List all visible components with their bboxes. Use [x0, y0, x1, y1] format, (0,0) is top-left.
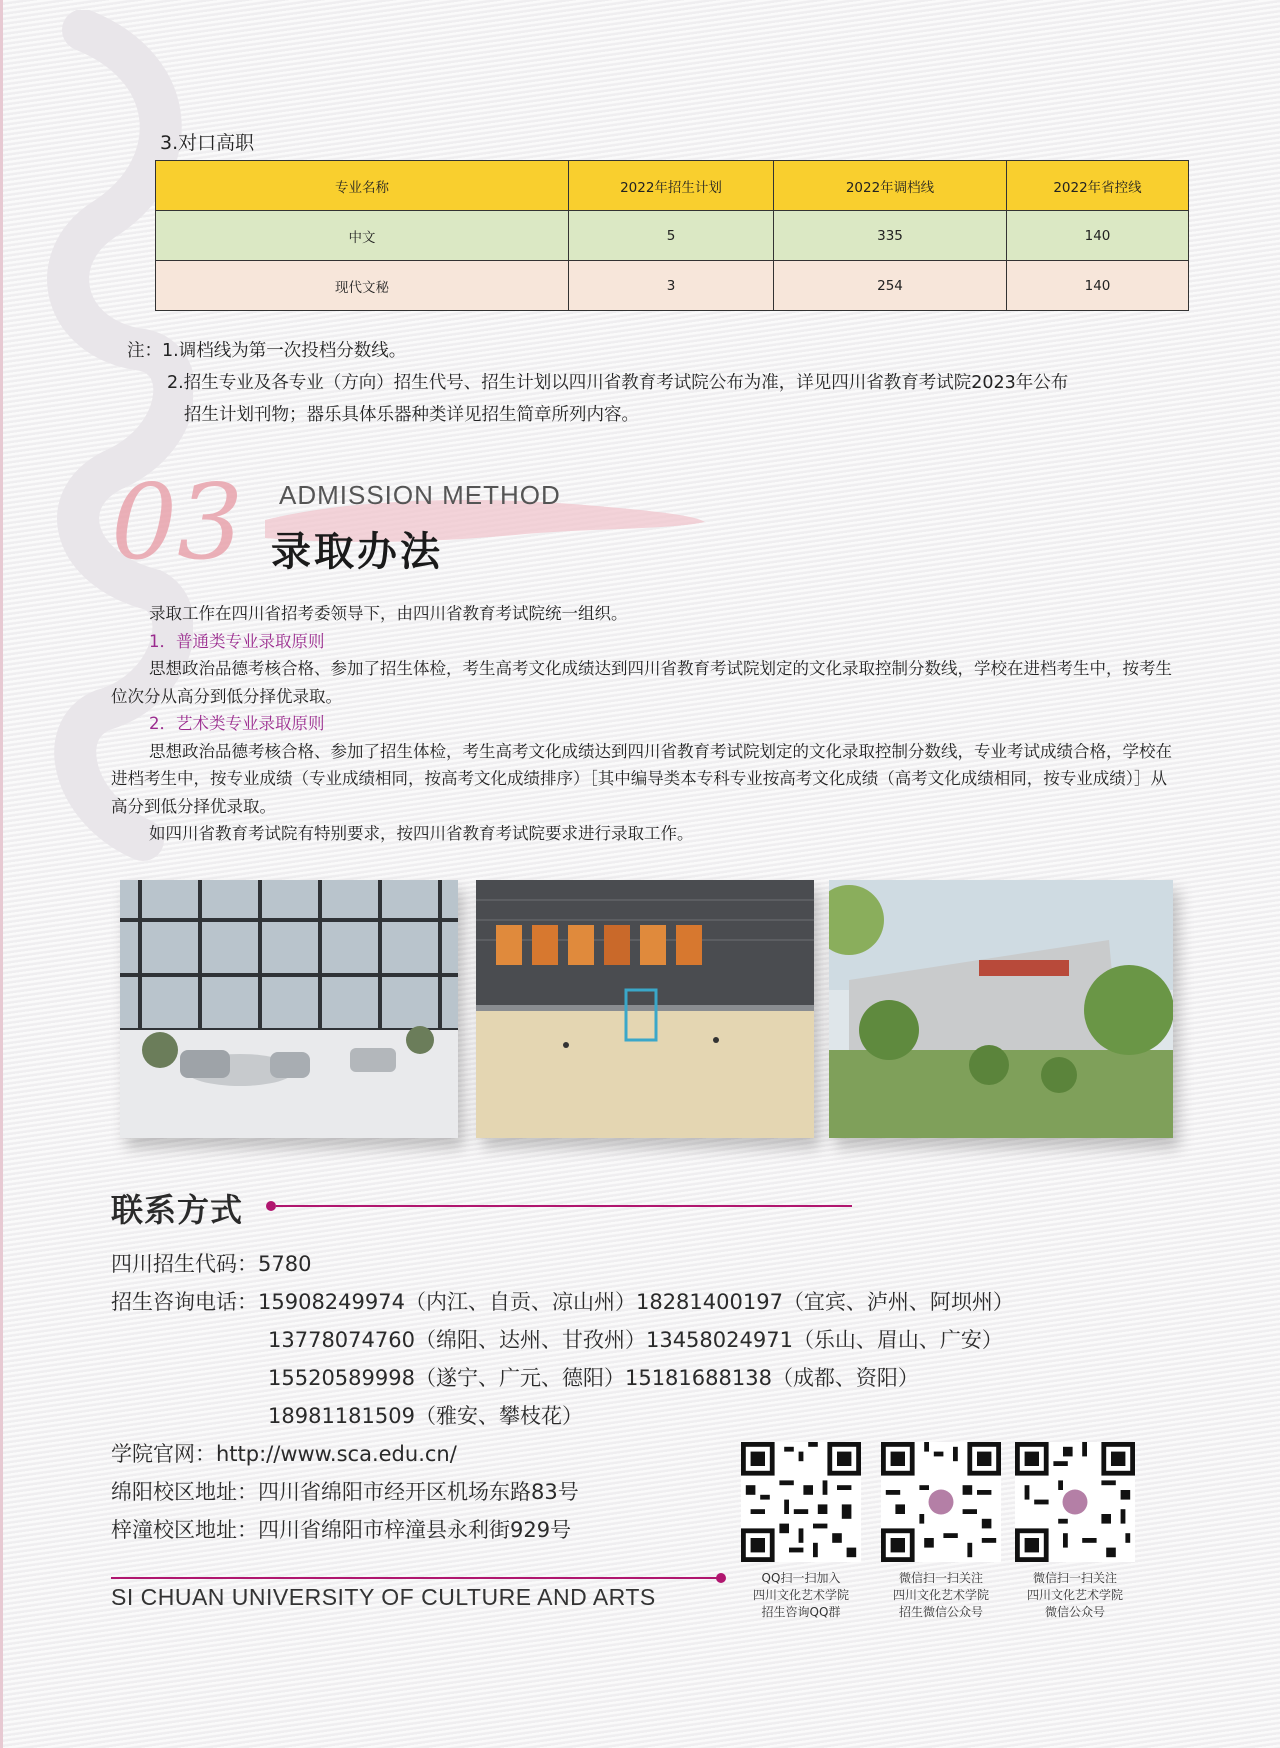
qr-caption-line: 招生咨询QQ群	[761, 1605, 841, 1619]
table-cell: 中文	[156, 211, 569, 261]
phone-row-3: 15520589998（遂宁、广元、德阳）15181688138（成都、资阳）	[268, 1366, 919, 1390]
phone-row-1: 招生咨询电话：15908249974（内江、自贡、凉山州）18281400197（宜宾、泸州、阿坝州）	[111, 1290, 1014, 1314]
table-header-row	[156, 161, 1189, 211]
campus-photo-exterior	[829, 880, 1173, 1138]
footer-divider-line	[111, 1577, 721, 1579]
divider-dot	[266, 1201, 276, 1211]
note-line-3: 招生计划刊物；器乐具体乐器种类详见招生简章所列内容。	[184, 405, 639, 425]
qr-caption-qq	[721, 1570, 881, 1621]
section-title-en: ADMISSION METHOD	[279, 480, 561, 510]
qr-caption-line: 四川文化艺术学院	[892, 1588, 989, 1602]
table-cell: 现代文秘	[156, 261, 569, 311]
qr-caption-wechat-official	[995, 1570, 1155, 1621]
table-cell: 5	[569, 211, 774, 261]
address-zitong: 梓潼校区地址：四川省绵阳市梓潼县永利街929号	[111, 1518, 572, 1542]
table-header-cell: 专业名称	[156, 161, 569, 211]
qr-caption-line: QQ扫一扫加入	[761, 1571, 841, 1585]
divider-line	[276, 1205, 852, 1207]
recruitment-code: 四川招生代码：5780	[111, 1252, 312, 1276]
table-header-cell: 2022年调档线	[774, 161, 1007, 211]
note-line-2: 2.招生专业及各专业（方向）招生代号、招生计划以四川省教育考试院公布为准，详见四川省教育考试院2023年公布	[167, 373, 1069, 393]
table-header-cell: 2022年省控线	[1007, 161, 1189, 211]
rule-heading: 2．艺术类专业录取原则	[149, 714, 325, 733]
table-cell: 254	[774, 261, 1007, 311]
table-row	[156, 211, 1189, 261]
admission-rules-text	[111, 600, 1181, 848]
qr-caption-line: 四川文化艺术学院	[1026, 1588, 1123, 1602]
paragraph: 思想政治品德考核合格、参加了招生体检，考生高考文化成绩达到四川省教育考试院划定的文化录取控制分数线，学校在进档考生中，按考生位次分从高分到低分择优录取。	[111, 659, 1172, 706]
rule-heading: 1．普通类专业录取原则	[149, 631, 325, 651]
section-title-cn: 录取办法	[271, 528, 443, 575]
table-header-cell: 2022年招生计划	[569, 161, 774, 211]
section-number-text: 03	[111, 470, 244, 580]
wechat-official-qr-code-icon[interactable]	[1015, 1442, 1135, 1562]
address-mianyang: 绵阳校区地址：四川省绵阳市经开区机场东路83号	[111, 1480, 579, 1504]
phone-row-2: 13778074760（绵阳、达州、甘孜州）13458024971（乐山、眉山、广安）	[268, 1328, 1003, 1352]
paragraph: 如四川省教育考试院有特别要求，按四川省教育考试院要求进行录取工作。	[149, 824, 694, 843]
paragraph: 录取工作在四川省招考委领导下，由四川省教育考试院统一组织。	[149, 604, 628, 623]
contact-title: 联系方式	[111, 1191, 244, 1229]
qr-caption-line: 微信公众号	[1044, 1605, 1105, 1619]
university-name-en: SI CHUAN UNIVERSITY OF CULTURE AND ARTS	[111, 1584, 656, 1610]
table-row	[156, 261, 1189, 311]
qr-caption-line: 微信扫一扫关注	[1032, 1571, 1117, 1585]
table-cell: 335	[774, 211, 1007, 261]
paragraph: 思想政治品德考核合格、参加了招生体检，考生高考文化成绩达到四川省教育考试院划定的文化录取控制分数线，专业考试成绩合格，学校在进档考生中，按专业成绩（专业成绩相同，按高考文化成绩排序）［其中编导类本专科专业按高考文化成绩（高考文化成绩相同，按专业成绩）］从高分到低分择优录取。	[111, 741, 1172, 816]
admission-plan-table	[155, 160, 1189, 311]
phone-row-4: 18981181509（雅安、攀枝花）	[268, 1404, 583, 1428]
qq-qr-code-icon[interactable]	[741, 1442, 861, 1562]
qr-caption-line: 招生微信公众号	[898, 1605, 983, 1619]
table-cell: 140	[1007, 211, 1189, 261]
campus-photo-gymnasium	[476, 880, 814, 1138]
campus-photo-lounge	[120, 880, 458, 1138]
table-cell: 3	[569, 261, 774, 311]
direct-vocational-title: 3.对口高职	[160, 132, 255, 154]
wechat-admission-qr-code-icon[interactable]	[881, 1442, 1001, 1562]
table-cell: 140	[1007, 261, 1189, 311]
website-link[interactable]: 学院官网：http://www.sca.edu.cn/	[111, 1442, 457, 1466]
note-line-1: 注：1.调档线为第一次投档分数线。	[127, 341, 407, 361]
section-number	[111, 470, 261, 580]
qr-caption-line: 微信扫一扫关注	[898, 1571, 983, 1585]
qr-caption-line: 四川文化艺术学院	[752, 1588, 849, 1602]
